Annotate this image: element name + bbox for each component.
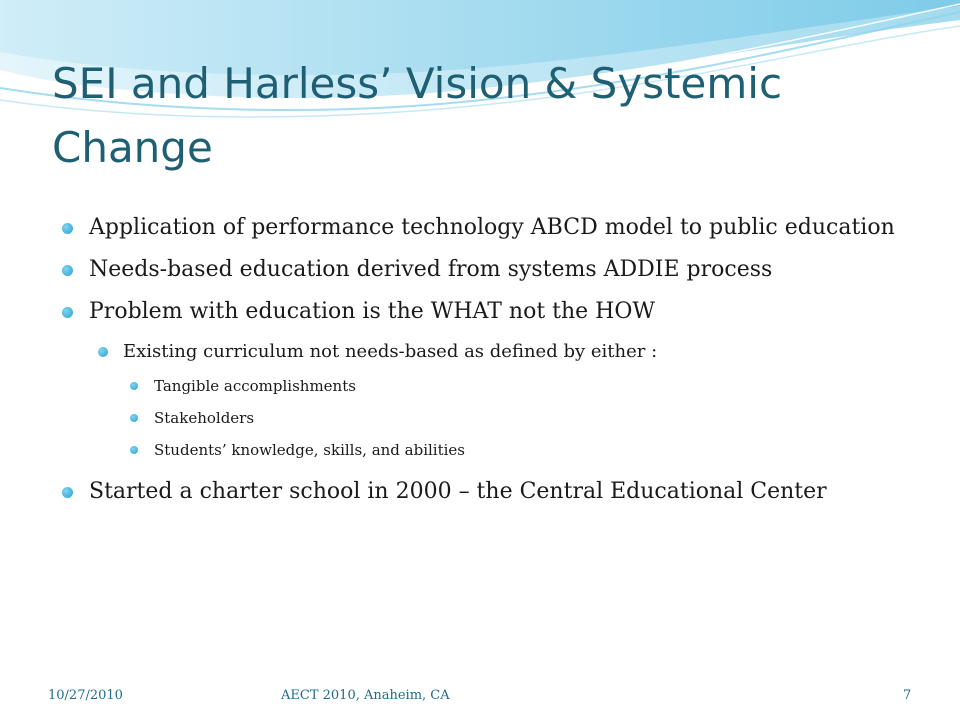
sub-sub-bullet-item xyxy=(130,404,912,432)
slide-title: SEI and Harless’ Vision & Systemic Change xyxy=(52,59,783,172)
bullet-text: Needs-based education derived from systems ADDIE process xyxy=(89,257,773,282)
bullet-dot-icon xyxy=(130,446,138,454)
bullet-item xyxy=(62,210,912,246)
bullet-dot-icon xyxy=(130,382,138,390)
bullet-dot-icon xyxy=(62,487,73,498)
page-number: 7 xyxy=(903,688,912,703)
footer-event: AECT 2010, Anaheim, CA xyxy=(281,688,450,703)
bullet-item xyxy=(62,294,912,330)
bullet-dot-icon xyxy=(62,223,73,234)
sub-sub-bullet-item xyxy=(130,436,912,464)
footer-date: 10/27/2010 xyxy=(48,688,123,703)
bullet-item xyxy=(62,252,912,288)
bullet-text: Started a charter school in 2000 – the Central Educational Center xyxy=(89,479,827,504)
bullet-text: Application of performance technology ABCD model to public education xyxy=(89,215,895,240)
bullet-dot-icon xyxy=(98,347,108,357)
sub-bullet-text: Existing curriculum not needs-based as defined by either : xyxy=(123,341,658,362)
bullet-dot-icon xyxy=(62,307,73,318)
bullet-dot-icon xyxy=(62,265,73,276)
sub-sub-bullet-text: Students’ knowledge, skills, and abilities xyxy=(154,441,466,459)
sub-bullet-item xyxy=(98,336,912,368)
slide-footer xyxy=(0,686,960,710)
bullet-item xyxy=(62,474,912,510)
bullet-list xyxy=(62,210,912,516)
sub-sub-bullet-item xyxy=(130,372,912,400)
sub-sub-bullet-text: Tangible accomplishments xyxy=(154,377,356,395)
bullet-text: Problem with education is the WHAT not the HOW xyxy=(89,299,656,324)
sub-sub-bullet-text: Stakeholders xyxy=(154,409,255,427)
bullet-dot-icon xyxy=(130,414,138,422)
